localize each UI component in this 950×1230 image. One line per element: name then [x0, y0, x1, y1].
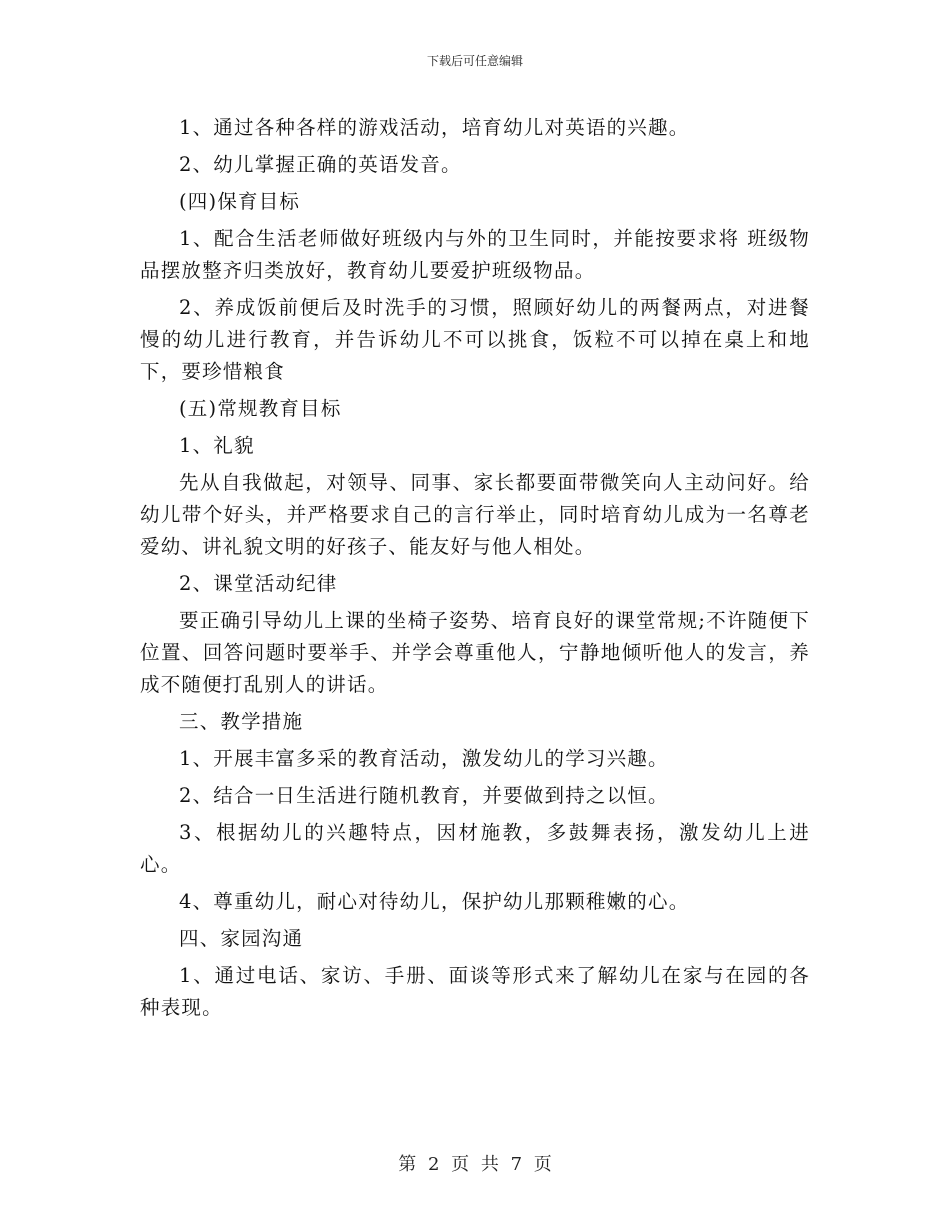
section-heading: (五)常规教育目标: [179, 397, 342, 420]
section-heading: 四、家园沟通: [179, 927, 304, 950]
paragraph: 1、通过各种各样的游戏活动，培育幼儿对英语的兴趣。: [179, 116, 690, 139]
section-heading: (四)保育目标: [179, 190, 301, 213]
paragraph: 1、配合生活老师做好班级内与外的卫生同时，并能按要求将 班级物品摆放整齐归类放好，教育幼儿要爱护班级物品。: [140, 227, 810, 282]
subsection-heading: 1、礼貌: [179, 434, 255, 457]
paragraph: 3、根据幼儿的兴趣特点，因材施教，多鼓舞表扬，激发幼儿上进心。: [140, 821, 810, 876]
paragraph: 4、尊重幼儿，耐心对待幼儿，保护幼儿那颗稚嫩的心。: [179, 890, 690, 913]
section-heading: 三、教学措施: [179, 710, 304, 733]
paragraph: 要正确引导幼儿上课的坐椅子姿势、培育良好的课堂常规;不许随便下位置、回答问题时要举手、并学会尊重他人，宁静地倾听他人的发言，养成不随便打乱别人的讲话。: [140, 609, 810, 696]
paragraph: 2、结合一日生活进行随机教育，并要做到持之以恒。: [179, 784, 669, 807]
paragraph: 1、开展丰富多采的教育活动，激发幼儿的学习兴趣。: [179, 747, 669, 770]
page-number: 第 2 页 共 7 页: [398, 1154, 552, 1175]
document-body: [140, 112, 810, 1029]
subsection-heading: 2、课堂活动纪律: [179, 572, 338, 595]
paragraph: 先从自我做起，对领导、同事、家长都要面带微笑向人主动问好。给幼儿带个好头，并严格要求自己的言行举止，同时培育幼儿成为一名尊老爱幼、讲礼貌文明的好孩子、能友好与他人相处。: [140, 471, 810, 558]
page-header: 下载后可任意编辑: [426, 54, 523, 68]
paragraph: 1、通过电话、家访、手册、面谈等形式来了解幼儿在家与在园的各种表现。: [140, 964, 810, 1019]
paragraph: 2、幼儿掌握正确的英语发音。: [179, 153, 462, 176]
paragraph: 2、养成饭前便后及时洗手的习惯，照顾好幼儿的两餐两点，对进餐慢的幼儿进行教育，并告诉幼儿不可以挑食，饭粒不可以掉在桌上和地下，要珍惜粮食: [140, 296, 810, 383]
